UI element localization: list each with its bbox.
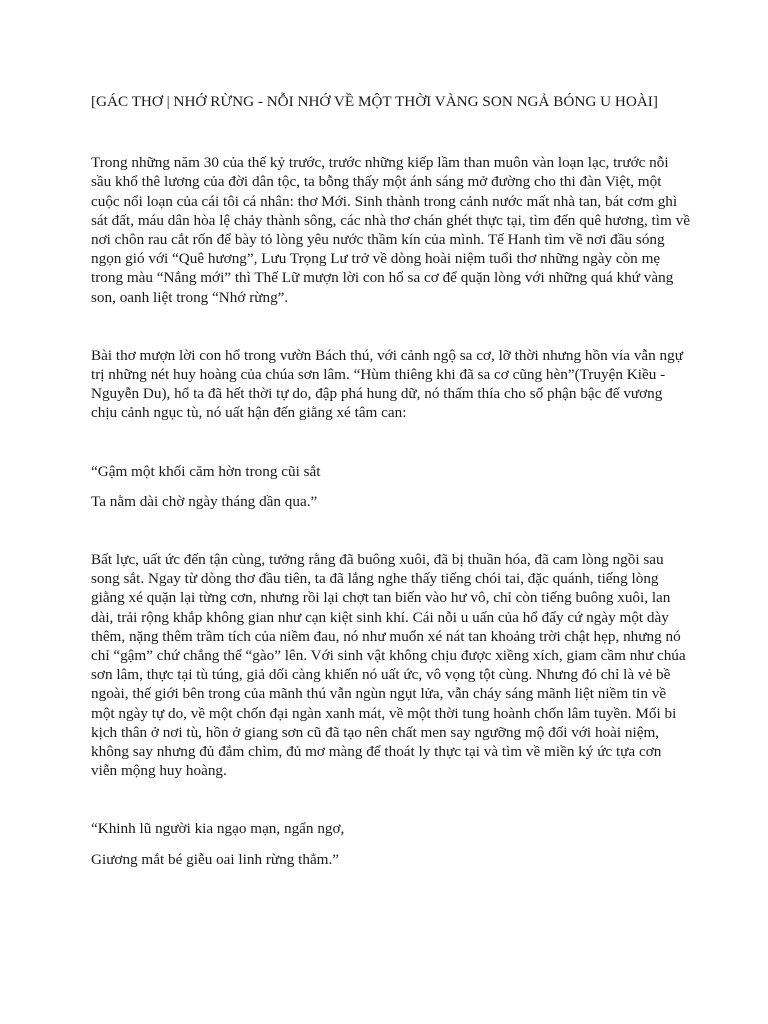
verse-line: “Gậm một khối căm hờn trong cũi sắt — [91, 462, 321, 480]
verse-line: “Khinh lũ người kia ngạo mạn, ngẩn ngơ, — [91, 820, 345, 838]
document-page — [91, 92, 691, 869]
paragraph-context: Bài thơ mượn lời con hổ trong vườn Bách thú, với cảnh ngộ sa cơ, lỡ thời nhưng hồn vía vẫn ngự trị những nét huy hoàng của chúa sơn lâm. “Hùm thiêng khi đã sa cơ cũng hèn”(Truyện Kiều - Nguyễn Du), hổ ta đã hết thời tự do, đập phá hung dữ, nó thấm thía cho số phận bậc đế vương chịu cảnh ngục tù, nó uất hận đến giằng xé tâm can: — [91, 346, 683, 422]
verse-line: Ta nằm dài chờ ngày tháng dần qua.” — [91, 492, 318, 510]
paragraph-intro: Trong những năm 30 của thế kỷ trước, trước những kiếp lầm than muôn vàn loạn lạc, trước nỗi sầu khổ thê lương của đời dân tộc, ta bỗng thấy một ánh sáng mở đường cho thi đàn Việt, một cuộc nổi loạn của cái tôi cá nhân: thơ Mới. Sinh thành trong cảnh nước mất nhà tan, bát cơm ghì sát đất, máu dân hòa lệ chảy thành sông, các nhà thơ chán ghét thực tại, tìm đến quê hương, tìm về nơi chôn rau cắt rốn để bày tỏ lòng yêu nước thầm kín của mình. Tế Hanh tìm về nơi đầu sóng ngọn gió với “Quê hương”, Lưu Trọng Lư trở về dòng hoài niệm tuổi thơ những ngày còn mẹ trong màu “Nắng mới” thì Thế Lữ mượn lời con hổ sa cơ để quặn lòng với những quá khứ vàng son, oanh liệt trong “Nhớ rừng”. — [91, 154, 690, 306]
verse-line: Giương mắt bé giễu oai linh rừng thẳm.” — [91, 850, 340, 868]
document-title: [GÁC THƠ | NHỚ RỪNG - NỖI NHỚ VỀ MỘT THỜI VÀNG SON NGẢ BÓNG U HOÀI] — [91, 93, 658, 110]
paragraph-analysis: Bất lực, uất ức đến tận cùng, tưởng rằng đã buông xuôi, đã bị thuần hóa, đã cam lòng ngồi sau song sắt. Ngay từ dòng thơ đầu tiên, ta đã lắng nghe thấy tiếng chói tai, đặc quánh, tiếng lòng giằng xé quặn lại từng cơn, nhưng rồi lại chợt tan biến vào hư vô, chỉ còn tiếng buông xuôi, lan dài, trải rộng khắp không gian như cạn kiệt sinh khí. Cái nỗi u uấn của hổ đẩy cứ ngày một dày thêm, nặng thêm trầm tích của niềm đau, nó như muốn xé nát tan khoảng trời chật hẹp, nhưng nó chỉ “gậm” chứ chẳng thể “gào” lên. Với sinh vật không chịu được xiềng xích, giam cầm như chúa sơn lâm, thực tại tù túng, giả dối càng khiến nó uất ức, vô vọng tột cùng. Nhưng đó chỉ là vẻ bề ngoài, thế giới bên trong của mãnh thú vẫn ngùn ngụt lửa, vẫn cháy sáng mãnh liệt niềm tin về một ngày tự do, về một chốn đại ngàn xanh mát, về một thời tung hoành chốn lâm tuyền. Mối bi kịch thân ở nơi tù, hồn ở giang sơn cũ đã tạo nên chất men say ngưỡng mộ đối với hoài niệm, không say nhưng đủ đắm chìm, đủ mơ màng để thoát ly thực tại và tìm về miền ký ức tựa cơn viễn mộng huy hoàng. — [91, 551, 686, 780]
